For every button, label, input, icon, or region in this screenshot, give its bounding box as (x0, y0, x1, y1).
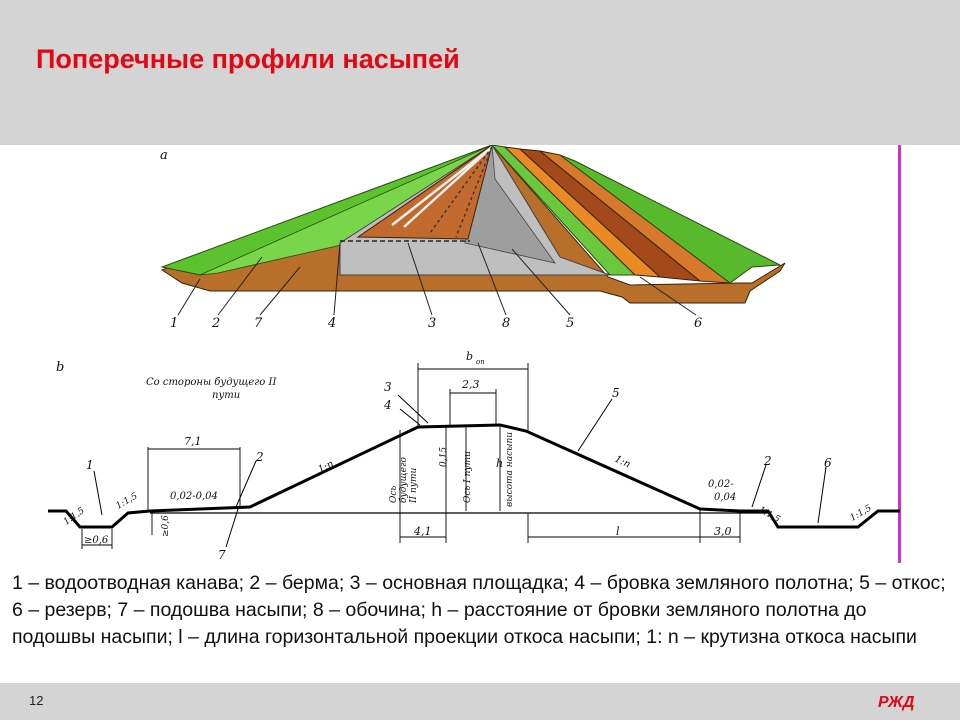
panel-b-label: b (56, 360, 65, 375)
dim-b-top: b (466, 350, 474, 363)
a-callout-7: 7 (254, 316, 263, 331)
axis-future-line-2: будущего (399, 457, 409, 503)
b-callout-3: 3 (384, 380, 392, 394)
ratio-right-ditch: 1:1,5 (756, 504, 782, 526)
slide-header (0, 0, 960, 145)
a-callout-6: 6 (694, 316, 703, 331)
rzd-logo-text: РЖД (878, 694, 915, 711)
slide-footer (0, 683, 960, 720)
dim-2-3: 2,3 (462, 378, 480, 391)
b-note-line-1: Со стороны будущего II (146, 377, 277, 388)
a-callout-2: 2 (212, 316, 221, 331)
axis-future-line-1: Ось (389, 485, 399, 503)
slide-title: Поперечные профили насыпей (36, 44, 460, 74)
dim-4-1: 4,1 (414, 525, 432, 538)
a-callout-8: 8 (502, 316, 511, 331)
dim-l: l (616, 525, 620, 538)
a-callout-1: 1 (170, 316, 179, 331)
legend-caption: 1 – водоотводная канава; 2 – берма; 3 – основная площадка; 4 – бровка земляного полотна; 5 – откос; 6 – резерв; 7 – подошва насыпи; 8 – обочина; h – расстояние от бровки земляного полотна до подошвы насыпи; l – длина горизонтальной проекции откоса насыпи; 1: n – крутизна откоса насыпи (12, 572, 946, 648)
b-note-line-2: пути (212, 390, 241, 401)
a-callout-5: 5 (566, 316, 575, 331)
a-callout-4: 4 (328, 316, 337, 331)
embankment-height-label: высота насыпи (505, 431, 515, 507)
dim-berm-slope: 0,02-0,04 (170, 491, 218, 502)
b-callout-7: 7 (218, 548, 226, 562)
b-callout-1: 1 (86, 458, 94, 472)
ratio-left-slope: 1:n (316, 458, 336, 476)
embankment-diagram (0, 145, 960, 565)
dim-h: h (496, 457, 504, 470)
dim-right-slope-b: 0,04 (714, 492, 737, 503)
b-callout-6: 6 (824, 456, 832, 470)
dim-ditch-width: ≥0,6 (84, 535, 109, 546)
b-callout-5: 5 (612, 386, 620, 400)
panel-a-drawing (162, 145, 785, 315)
page-number: 12 (29, 693, 44, 708)
ratio-right-ditch-outer: 1:1,5 (848, 503, 874, 524)
a-callout-3: 3 (428, 316, 437, 331)
dim-0-15: 0,15 (439, 446, 449, 467)
axis-i: Ось I пути (463, 451, 473, 503)
dim-7-1: 7,1 (184, 435, 202, 448)
b-callout-2-right: 2 (764, 454, 772, 468)
dim-right-slope-a: 0,02- (708, 479, 734, 490)
b-callout-2-left: 2 (256, 450, 264, 464)
ratio-left-ditch-inner: 1:1,5 (114, 491, 140, 512)
dim-b-top-sub: оп (476, 358, 485, 366)
axis-future-line-3: II пути (409, 467, 419, 503)
ratio-right-slope: 1:n (612, 453, 633, 471)
rzd-logo (876, 689, 924, 713)
dim-ditch-depth: ≥0,6 (161, 515, 171, 537)
panel-a-label: a (160, 148, 168, 163)
dim-3-0: 3,0 (714, 525, 732, 538)
b-callout-4: 4 (384, 398, 392, 412)
ratio-left-ditch: 1:1,5 (61, 506, 87, 528)
